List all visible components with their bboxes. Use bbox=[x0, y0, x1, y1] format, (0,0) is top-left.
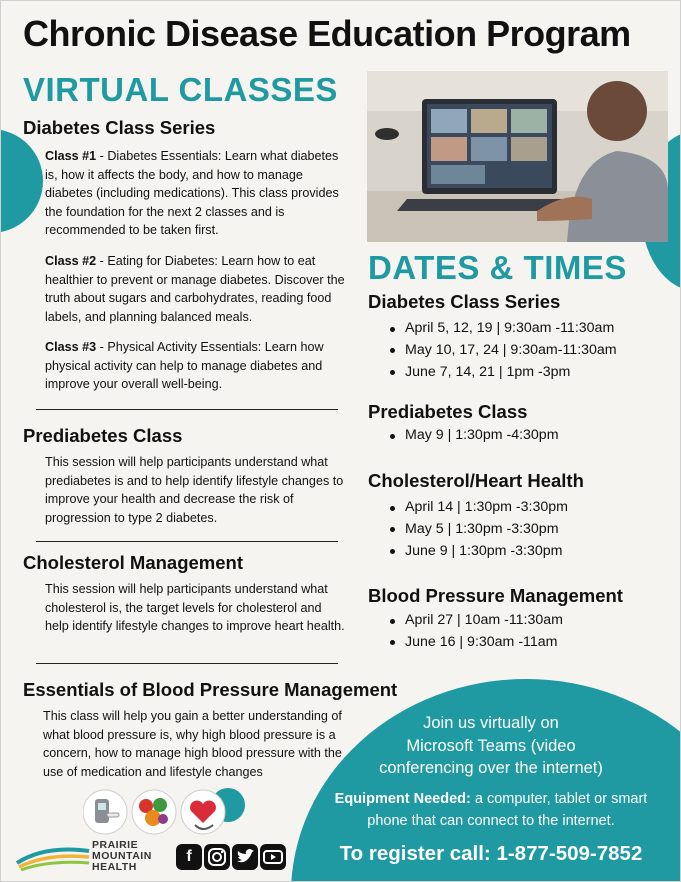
vegetables-icon bbox=[132, 790, 176, 834]
decorative-circle-left bbox=[0, 129, 43, 233]
list-item: June 7, 14, 21 | 1pm -3pm bbox=[368, 362, 617, 384]
cholesterol-description: This session will help participants understand what cholesterol is, the target levels for cholesterol and help identify lifestyle changes to improve heart health. bbox=[45, 582, 345, 634]
dates-diabetes-heading: Diabetes Class Series bbox=[368, 291, 561, 312]
prediabetes-heading: Prediabetes Class bbox=[23, 425, 183, 446]
blood-pressure-description: This class will help you gain a better understanding of what blood pressure is, why high blood pressure is a concern, how to manage high blood pressure with the use of medication and lifestyle changes bbox=[43, 709, 342, 779]
dates-blood-pressure-heading: Blood Pressure Management bbox=[368, 585, 623, 606]
dates-cholesterol-heading: Cholesterol/Heart Health bbox=[368, 470, 584, 491]
page-title: Chronic Disease Education Program bbox=[23, 13, 631, 54]
facebook-icon[interactable]: f bbox=[176, 844, 202, 870]
list-item: April 27 | 10am -11:30am bbox=[368, 610, 563, 632]
glucose-meter-icon bbox=[83, 790, 127, 834]
list-item: June 16 | 9:30am -11am bbox=[368, 632, 563, 654]
youtube-icon[interactable] bbox=[260, 844, 286, 870]
dates-cholesterol-list bbox=[368, 497, 568, 562]
list-item: April 14 | 1:30pm -3:30pm bbox=[368, 497, 568, 519]
cholesterol-heading: Cholesterol Management bbox=[23, 552, 243, 573]
prairie-mountain-health-logo bbox=[15, 841, 91, 871]
class-1-description: Class #1 - Diabetes Essentials: Learn what diabetes is, how it affects the body, and how to manage diabetes (including medications). This class provides the foundation for the next 2 classes and is recommended to be taken first. bbox=[45, 149, 339, 238]
join-virtually-text: Join us virtually on Microsoft Teams (video conferencing over the internet) bbox=[379, 714, 603, 777]
dates-diabetes-list bbox=[368, 318, 617, 383]
dates-prediabetes-heading: Prediabetes Class bbox=[368, 401, 528, 422]
twitter-icon[interactable] bbox=[232, 844, 258, 870]
diabetes-series-heading: Diabetes Class Series bbox=[23, 117, 216, 138]
divider bbox=[36, 541, 338, 542]
blood-pressure-essentials-heading: Essentials of Blood Pressure Management bbox=[23, 679, 398, 700]
dates-blood-pressure-list bbox=[368, 610, 563, 654]
list-item: June 9 | 1:30pm -3:30pm bbox=[368, 541, 568, 563]
dates-prediabetes-list bbox=[368, 425, 559, 447]
heart-stethoscope-icon bbox=[181, 790, 225, 834]
class-2-description: Class #2 - Eating for Diabetes: Learn how to eat healthier to prevent or manage diabetes. Discover the truth about sugars and carbohydrates, reading food labels, and planning balanced meals. bbox=[45, 254, 345, 324]
list-item: May 9 | 1:30pm -4:30pm bbox=[368, 425, 559, 447]
dates-times-heading: DATES & TIMES bbox=[368, 249, 627, 286]
equipment-needed-text: Equipment Needed: a computer, tablet or smart phone that can connect to the internet. bbox=[334, 791, 648, 829]
health-icons bbox=[83, 789, 233, 837]
virtual-classes-heading: VIRTUAL CLASSES bbox=[23, 71, 338, 108]
divider bbox=[36, 663, 338, 664]
list-item: May 10, 17, 24 | 9:30am-11:30am bbox=[368, 340, 617, 362]
logo-text: PRAIRIE MOUNTAIN HEALTH bbox=[92, 839, 152, 873]
prediabetes-description: This session will help participants understand what prediabetes is and to help identify lifestyle changes to improve your health and decrease the risk of progression to type 2 diabetes. bbox=[45, 455, 344, 525]
list-item: May 5 | 1:30pm -3:30pm bbox=[368, 519, 568, 541]
class-3-description: Class #3 - Physical Activity Essentials: Learn how physical activity can help to manage diabetes and improve your overall well-being. bbox=[45, 340, 324, 392]
divider bbox=[36, 409, 338, 410]
register-phone-text[interactable]: To register call: 1-877-509-7852 bbox=[339, 842, 643, 865]
laptop-video-call-photo bbox=[367, 71, 668, 242]
instagram-icon[interactable] bbox=[204, 844, 230, 870]
list-item: April 5, 12, 19 | 9:30am -11:30am bbox=[368, 318, 617, 340]
